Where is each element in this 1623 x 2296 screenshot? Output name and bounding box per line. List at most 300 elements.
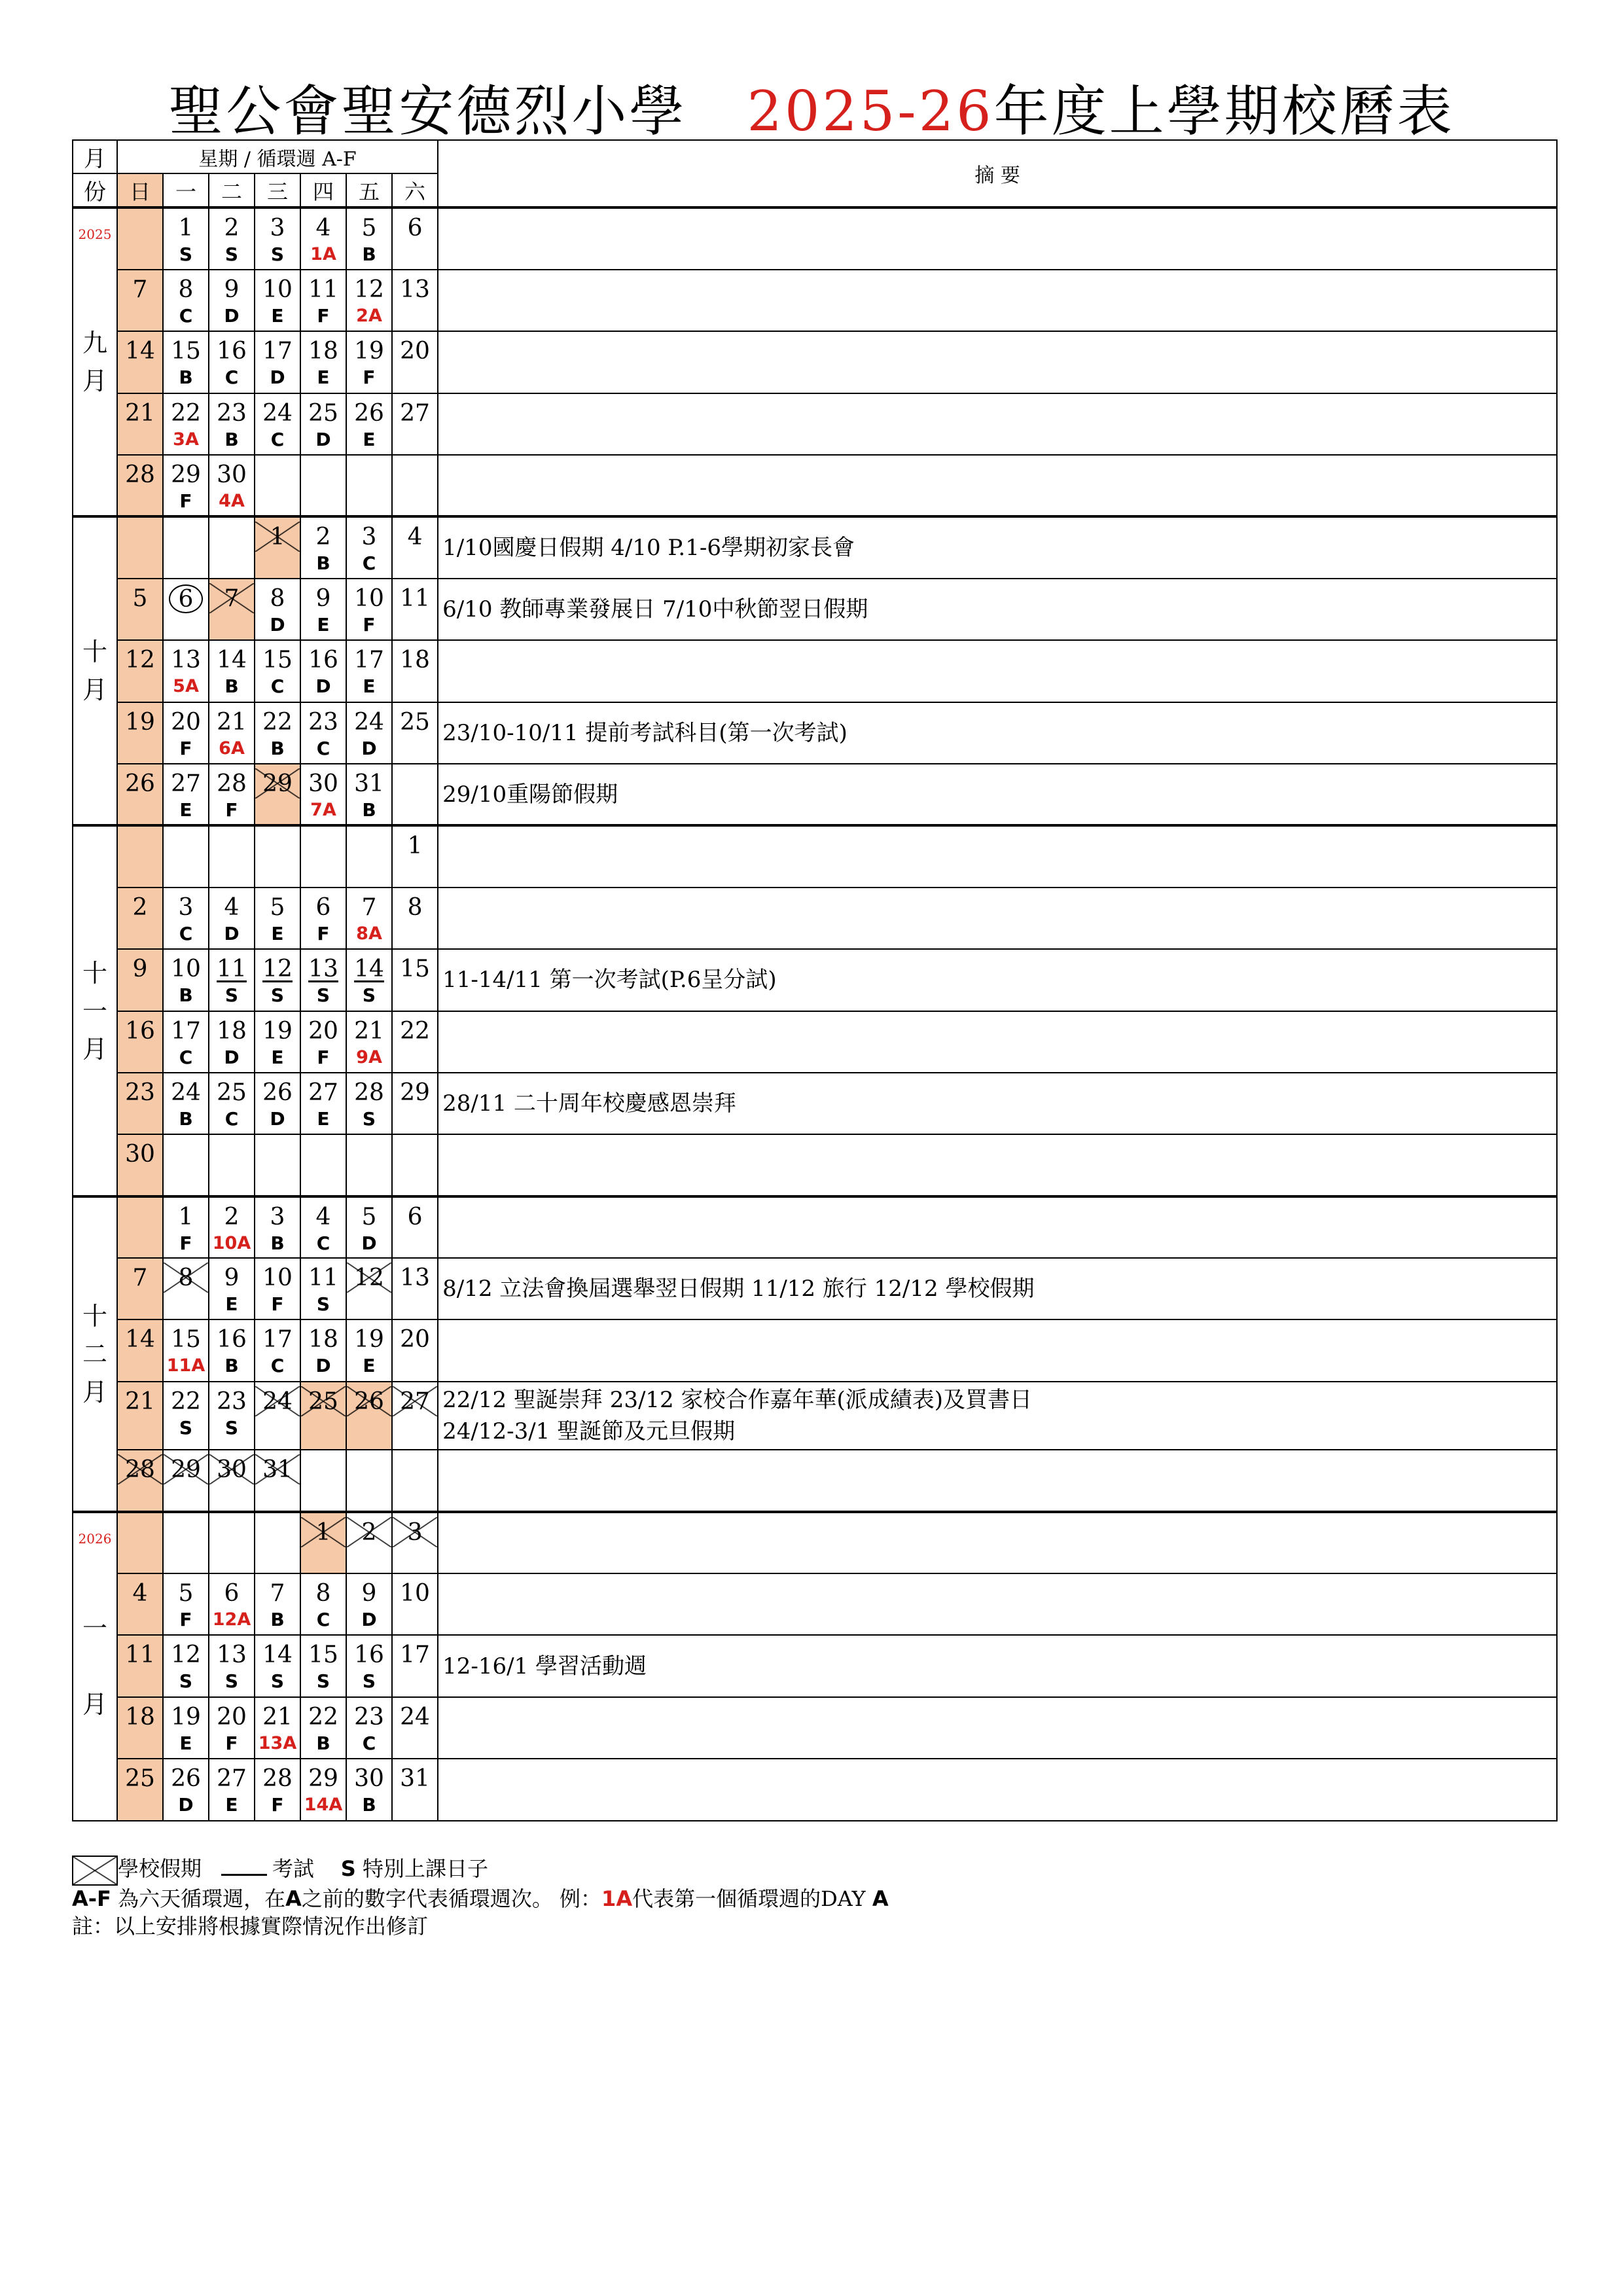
- day-number: [301, 708, 346, 737]
- day-number: [209, 1579, 254, 1608]
- day-number: [209, 1079, 254, 1107]
- week-row: [73, 640, 1557, 702]
- day-number: [347, 832, 391, 861]
- day-number-text: 26: [354, 1388, 384, 1415]
- week-row: [73, 1258, 1557, 1319]
- day-number-text: 7: [361, 893, 377, 921]
- empty-day-cell: [117, 1512, 163, 1573]
- day-number-text: 26: [354, 399, 384, 427]
- day-number-text: 9: [224, 1265, 240, 1292]
- day-number: [164, 276, 208, 304]
- summary-note: [438, 393, 1557, 455]
- legend-line-1: [72, 1852, 1556, 1886]
- day-cell: [209, 640, 255, 702]
- day-number: [301, 584, 346, 613]
- day-number-text: 30: [217, 461, 247, 488]
- day-number-text: 1: [178, 215, 194, 242]
- month-year: 2026: [78, 1530, 112, 1547]
- day-cell: [300, 579, 346, 640]
- day-number: [209, 1203, 254, 1232]
- cycle-day: D: [224, 1046, 240, 1068]
- day-number: [118, 832, 162, 861]
- day-number: [393, 1703, 437, 1732]
- day-number: [209, 1017, 254, 1046]
- day-number-text: 23: [125, 1079, 155, 1106]
- day-number-text: 7: [270, 1580, 285, 1607]
- day-number-text: 10: [400, 1580, 430, 1607]
- day-cell: [117, 1450, 163, 1511]
- day-number: [347, 276, 391, 304]
- day-number: [209, 214, 254, 243]
- cycle-day: S: [362, 984, 376, 1007]
- cycle-day: E: [363, 428, 376, 450]
- summary-note: 12-16/1 學習活動週: [438, 1635, 1557, 1696]
- legend: [72, 1852, 1556, 1941]
- summary-note: [438, 888, 1557, 949]
- cycle-day: F: [363, 613, 376, 636]
- cycle-day: B: [179, 984, 193, 1007]
- day-number-text: 17: [400, 1641, 430, 1669]
- day-cell: [163, 1697, 209, 1759]
- day-number: [164, 337, 208, 366]
- school-name: 聖公會聖安德烈小學: [168, 79, 687, 143]
- day-number: [209, 832, 254, 861]
- cycle-day: S: [316, 1670, 330, 1693]
- day-number-text: 19: [171, 1703, 201, 1731]
- week-row: [73, 702, 1557, 764]
- day-cell: [346, 640, 392, 702]
- cycle-day: 8A: [356, 923, 382, 944]
- day-cell: [163, 702, 209, 764]
- legend-line-2: [72, 1886, 1556, 1912]
- day-number: [164, 1017, 208, 1046]
- week-row: [73, 949, 1557, 1011]
- day-cell: [255, 702, 300, 764]
- day-number: [255, 893, 300, 922]
- day-number: [164, 1579, 208, 1608]
- empty-day-cell: [117, 1196, 163, 1258]
- day-number-text: 5: [132, 584, 148, 612]
- day-number: [164, 1641, 208, 1670]
- day-number: [209, 276, 254, 304]
- day-cell: [346, 1011, 392, 1073]
- day-cell: [117, 270, 163, 331]
- week-row: [73, 1134, 1557, 1196]
- school-year: 2025-26: [747, 79, 994, 143]
- day-cell: [209, 1635, 255, 1696]
- day-cell: [163, 888, 209, 949]
- day-cell: [392, 888, 438, 949]
- empty-day-cell: [209, 825, 255, 887]
- day-number: [347, 1765, 391, 1793]
- cycle-day: F: [225, 1732, 238, 1754]
- day-cell: [255, 888, 300, 949]
- day-number-text: 1: [178, 1203, 194, 1230]
- day-cell: [300, 1073, 346, 1134]
- cycle-day: B: [224, 675, 239, 698]
- weekday-header: 三: [255, 173, 300, 207]
- day-cell: [117, 331, 163, 393]
- cycle-day: 6A: [219, 738, 245, 759]
- day-cell: [209, 764, 255, 825]
- cycle-day: S: [224, 1416, 239, 1439]
- day-number-text: 1: [270, 524, 285, 551]
- day-cell: [255, 949, 300, 1011]
- week-row: [73, 825, 1557, 887]
- day-cell: [117, 455, 163, 516]
- day-cell: [346, 1512, 392, 1573]
- week-row: [73, 764, 1557, 825]
- day-number: [347, 708, 391, 737]
- day-cell: [117, 764, 163, 825]
- day-cell: [300, 1759, 346, 1821]
- day-cell: [300, 1573, 346, 1635]
- cycle-day: B: [224, 1355, 239, 1377]
- cycle-day: 2A: [356, 305, 382, 326]
- day-cell: [300, 516, 346, 578]
- day-number: [347, 1079, 391, 1107]
- day-number-text: 27: [400, 1388, 430, 1415]
- weekday-header: 日: [117, 173, 163, 207]
- day-number: [393, 1325, 437, 1354]
- day-cell: [392, 1382, 438, 1450]
- day-number-text: 28: [125, 1456, 155, 1484]
- day-cell: [300, 1011, 346, 1073]
- day-cell: [209, 393, 255, 455]
- day-number-text: 21: [354, 1017, 384, 1045]
- day-number-text: 16: [308, 647, 338, 674]
- week-row: [73, 1073, 1557, 1134]
- day-number: [209, 1325, 254, 1354]
- week-row: [73, 331, 1557, 393]
- day-number-text: 14: [262, 1641, 293, 1669]
- day-number: [301, 646, 346, 675]
- day-number-text: 31: [262, 1456, 293, 1484]
- month-label: [73, 1196, 117, 1512]
- day-cell: [209, 1196, 255, 1258]
- day-number: [164, 832, 208, 861]
- day-number-text: 13: [308, 956, 338, 983]
- day-number-text: 24: [400, 1703, 430, 1731]
- day-number: [255, 1140, 300, 1169]
- empty-day-cell: [346, 455, 392, 516]
- cycle-day: E: [179, 798, 192, 821]
- cycle-day: S: [224, 243, 239, 266]
- day-number: [301, 1017, 346, 1046]
- cycle-day: 9A: [356, 1047, 382, 1067]
- day-cell: [392, 702, 438, 764]
- empty-day-cell: [255, 1134, 300, 1196]
- day-number: [347, 1203, 391, 1232]
- day-cell: [392, 1697, 438, 1759]
- day-number: [393, 1456, 437, 1484]
- day-number: [393, 1140, 437, 1169]
- day-cell: [209, 1759, 255, 1821]
- cycle-day: 1A: [310, 244, 336, 265]
- day-number: [118, 1518, 162, 1547]
- day-number-text: 30: [354, 1765, 384, 1793]
- month-label: [73, 516, 117, 825]
- day-cell: [392, 1512, 438, 1573]
- day-number-text: 23: [354, 1703, 384, 1731]
- day-number: [393, 646, 437, 675]
- empty-day-cell: [346, 1134, 392, 1196]
- day-number-text: 28: [125, 461, 155, 488]
- day-number: [301, 1765, 346, 1793]
- summary-note: [438, 1134, 1557, 1196]
- day-cell: [163, 1011, 209, 1073]
- day-number-text: 13: [217, 1641, 247, 1669]
- cycle-day: 10A: [212, 1232, 251, 1253]
- summary-note: [438, 331, 1557, 393]
- cycle-day: S: [224, 1670, 239, 1693]
- legend-cycle-key-a: A: [285, 1886, 302, 1911]
- day-number: [347, 1641, 391, 1670]
- day-number-text: 4: [132, 1580, 148, 1607]
- cycle-day: C: [316, 1232, 330, 1254]
- day-number: [164, 1765, 208, 1793]
- day-number-text: 20: [171, 708, 201, 736]
- day-number: [301, 461, 346, 490]
- day-number: [118, 584, 162, 613]
- day-number: [118, 337, 162, 366]
- day-number: [255, 276, 300, 304]
- cycle-day: B: [362, 1794, 376, 1816]
- day-cell: [346, 1258, 392, 1319]
- day-number-text: 24: [262, 399, 293, 427]
- cycle-day: 3A: [173, 429, 199, 450]
- day-cell: [117, 1382, 163, 1450]
- day-cell: [117, 702, 163, 764]
- week-row: [73, 1697, 1557, 1759]
- day-cell: [392, 1635, 438, 1696]
- day-number-text: 17: [354, 647, 384, 674]
- day-number: [118, 893, 162, 922]
- title-suffix: 年度上學期校曆表: [993, 79, 1455, 143]
- day-cell: [392, 1258, 438, 1319]
- day-number-text: 6: [407, 215, 423, 242]
- day-cell: [163, 1759, 209, 1821]
- day-cell: [392, 1196, 438, 1258]
- cycle-day: C: [179, 1046, 193, 1068]
- day-number-text: 15: [308, 1641, 338, 1669]
- day-number-text: 22: [262, 708, 293, 736]
- day-cell: [255, 640, 300, 702]
- day-number-text: 24: [262, 1388, 293, 1415]
- day-number: [209, 770, 254, 798]
- week-row: [73, 270, 1557, 331]
- empty-day-cell: [209, 1134, 255, 1196]
- day-number: [209, 523, 254, 552]
- exam-underline-icon: [221, 1854, 267, 1876]
- cycle-day: 7A: [310, 799, 336, 820]
- day-number-text: 29: [262, 770, 293, 797]
- cycle-day: E: [363, 675, 376, 698]
- cycle-day: B: [362, 798, 376, 821]
- cycle-day: E: [317, 1107, 330, 1130]
- day-number-text: 10: [262, 1265, 293, 1292]
- day-cell: [163, 1382, 209, 1450]
- empty-day-cell: [392, 455, 438, 516]
- month-name: 九 月: [82, 329, 107, 396]
- day-number-text: 5: [178, 1580, 194, 1607]
- cycle-day: F: [317, 922, 330, 944]
- day-number: [255, 1203, 300, 1232]
- day-cell: [163, 270, 209, 331]
- empty-day-cell: [163, 1512, 209, 1573]
- day-cell: [163, 393, 209, 455]
- day-cell: [255, 1319, 300, 1381]
- day-cell: [163, 640, 209, 702]
- day-cell: [255, 764, 300, 825]
- day-number: [118, 461, 162, 490]
- cycle-day: B: [270, 1609, 285, 1631]
- day-number: [255, 646, 300, 675]
- day-number: [347, 1264, 391, 1293]
- day-cell: [392, 579, 438, 640]
- day-cell: [392, 331, 438, 393]
- day-number-text: 20: [400, 1326, 430, 1354]
- cycle-day: E: [271, 1046, 284, 1068]
- day-number-text: 9: [224, 276, 240, 303]
- day-number-text: 22: [400, 1017, 430, 1045]
- day-cell: [346, 949, 392, 1011]
- day-cell: [346, 702, 392, 764]
- summary-note: [438, 1319, 1557, 1381]
- day-number: [255, 708, 300, 737]
- day-cell: [346, 888, 392, 949]
- day-number-text: 18: [217, 1017, 247, 1045]
- week-row: [73, 516, 1557, 578]
- month-label: [73, 825, 117, 1196]
- day-number: [301, 1079, 346, 1107]
- legend-cycle-text-4: A: [872, 1886, 889, 1911]
- day-number-text: 12: [262, 956, 293, 983]
- day-number-text: 16: [217, 338, 247, 365]
- day-cell: [163, 1073, 209, 1134]
- day-number: [393, 832, 437, 861]
- day-number-text: 20: [217, 1703, 247, 1731]
- day-number: [301, 1264, 346, 1293]
- day-cell: [209, 1319, 255, 1381]
- day-number: [255, 214, 300, 243]
- cycle-day: B: [316, 552, 330, 575]
- cycle-day: C: [362, 552, 376, 575]
- day-cell: [346, 1573, 392, 1635]
- day-number: [393, 276, 437, 304]
- day-number: [347, 1518, 391, 1547]
- day-number-text: 14: [125, 338, 155, 365]
- day-number: [209, 461, 254, 490]
- day-number-text: 30: [217, 1456, 247, 1484]
- day-number-text: 12: [125, 647, 155, 674]
- day-number: [255, 1456, 300, 1484]
- day-number-text: 15: [262, 647, 293, 674]
- day-number: [209, 1456, 254, 1484]
- day-number-text: 29: [308, 1765, 338, 1793]
- day-cell: [255, 1258, 300, 1319]
- day-number-text: 6: [224, 1580, 240, 1607]
- legend-cycle-key: A-F: [72, 1886, 111, 1911]
- cycle-day: B: [224, 428, 239, 450]
- day-cell: [300, 764, 346, 825]
- day-cell: [300, 270, 346, 331]
- cycle-day: C: [224, 1107, 239, 1130]
- day-cell: [255, 270, 300, 331]
- day-number: [347, 461, 391, 490]
- month-name: 十 月: [82, 637, 107, 705]
- month-header: 月: [73, 140, 117, 173]
- day-number: [255, 1765, 300, 1793]
- day-number: [393, 1518, 437, 1547]
- day-number-text: 9: [132, 956, 148, 983]
- day-number: [255, 1264, 300, 1293]
- day-cell: [255, 516, 300, 578]
- day-number: [301, 955, 346, 984]
- day-cell: [300, 1196, 346, 1258]
- day-cell: [300, 888, 346, 949]
- day-cell: [255, 1196, 300, 1258]
- day-number: [301, 337, 346, 366]
- day-cell: [209, 949, 255, 1011]
- day-cell: [117, 1635, 163, 1696]
- day-number-text: 19: [125, 708, 155, 736]
- summary-note: [438, 455, 1557, 516]
- day-number: [347, 1325, 391, 1354]
- summary-note: [438, 640, 1557, 702]
- holiday-cross-icon: [72, 1856, 118, 1886]
- day-cell: [392, 1573, 438, 1635]
- summary-note: [438, 1759, 1557, 1821]
- week-row: [73, 1319, 1557, 1381]
- day-cell: [255, 331, 300, 393]
- day-number: [255, 1641, 300, 1670]
- day-cell: [117, 1697, 163, 1759]
- day-number-text: 22: [171, 1388, 201, 1415]
- empty-day-cell: [117, 207, 163, 269]
- summary-note: 1/10國慶日假期 4/10 P.1-6學期初家長會: [438, 516, 1557, 578]
- day-cell: [209, 1697, 255, 1759]
- day-number-text: 8: [315, 1580, 331, 1607]
- day-number: [393, 584, 437, 613]
- day-cell: [209, 270, 255, 331]
- day-number: [301, 1140, 346, 1169]
- day-number: [164, 1325, 208, 1354]
- day-number-text: 3: [270, 1203, 285, 1230]
- day-cell: [255, 1759, 300, 1821]
- day-cell: [209, 1382, 255, 1450]
- day-number: [118, 214, 162, 243]
- empty-day-cell: [117, 825, 163, 887]
- day-number-text: 18: [125, 1703, 155, 1731]
- month-year: 2025: [78, 226, 112, 243]
- day-number: [164, 1703, 208, 1732]
- month-name: 一 月: [82, 1614, 107, 1719]
- day-cell: [117, 1319, 163, 1381]
- day-number: [347, 646, 391, 675]
- legend-special: 特別上課日子: [362, 1856, 488, 1881]
- cycle-day: D: [224, 304, 240, 327]
- day-cell: [163, 1450, 209, 1511]
- day-cell: [209, 455, 255, 516]
- legend-cycle-example: 1A: [601, 1886, 633, 1911]
- summary-note: [438, 1573, 1557, 1635]
- cycle-day: D: [315, 675, 331, 698]
- cycle-day: D: [224, 922, 240, 944]
- day-number: [164, 1388, 208, 1416]
- day-number-text: 4: [224, 893, 240, 921]
- summary-note: [438, 1011, 1557, 1073]
